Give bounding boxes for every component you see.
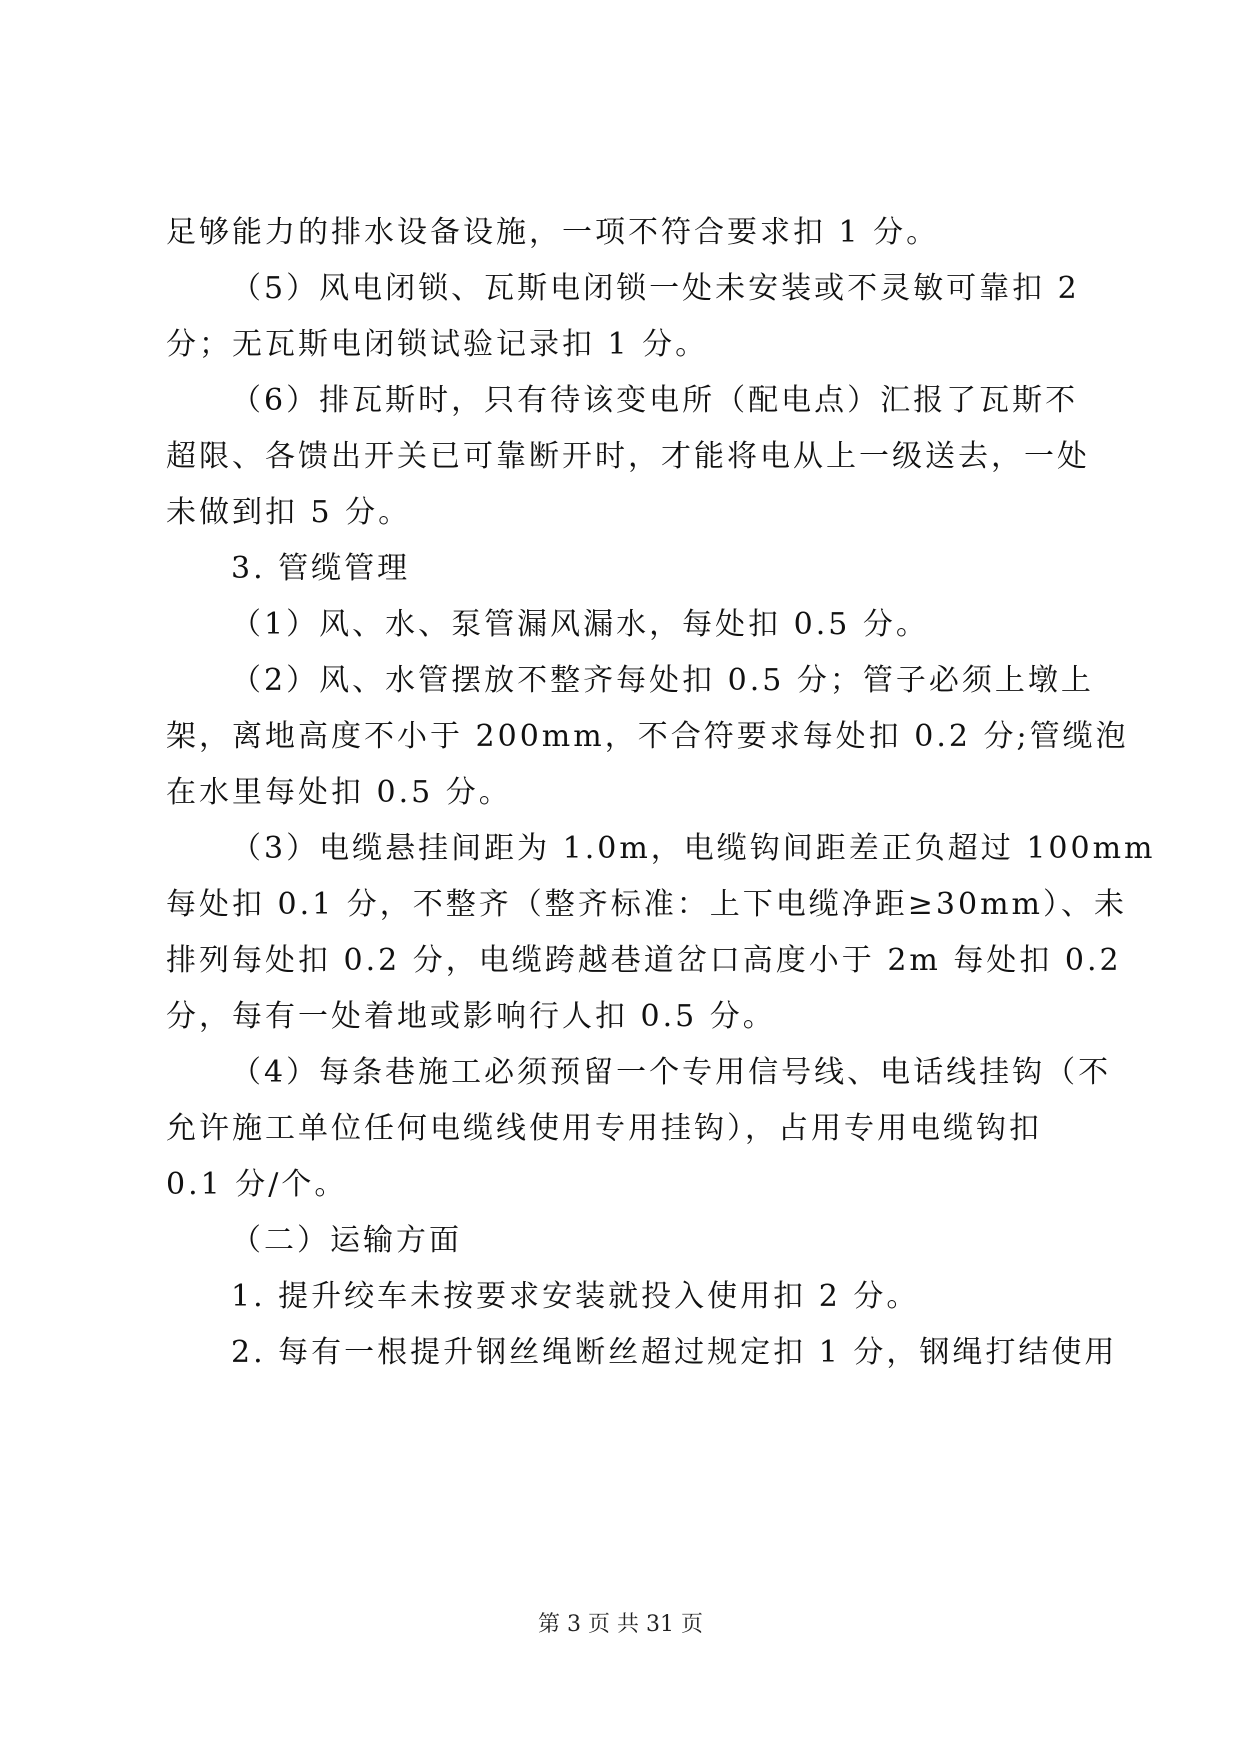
paragraph-line-11: 在水里每处扣 0.5 分。	[166, 775, 512, 810]
paragraph-line-5: 超限、各馈出开关已可靠断开时，才能将电从上一级送去，一处	[166, 439, 1090, 474]
paragraph-line-4: （6）排瓦斯时，只有待该变电所（配电点）汇报了瓦斯不	[231, 383, 1079, 418]
paragraph-line-3: 分；无瓦斯电闭锁试验记录扣 1 分。	[166, 327, 709, 362]
paragraph-line-6: 未做到扣 5 分。	[166, 495, 412, 530]
paragraph-line-21: 2. 每有一根提升钢丝绳断丝超过规定扣 1 分，钢绳打结使用	[231, 1335, 1118, 1370]
paragraph-line-13: 每处扣 0.1 分，不整齐（整齐标准：上下电缆净距≥30mm）、未	[166, 887, 1127, 922]
paragraph-line-10: 架，离地高度不小于 200mm，不合符要求每处扣 0.2 分;管缆泡	[166, 719, 1129, 754]
section-heading-pipes-cables: 3. 管缆管理	[231, 551, 411, 586]
paragraph-line-1: 足够能力的排水设备设施，一项不符合要求扣 1 分。	[166, 215, 940, 250]
paragraph-line-20: 1. 提升绞车未按要求安装就投入使用扣 2 分。	[231, 1279, 920, 1314]
paragraph-line-2: （5）风电闭锁、瓦斯电闭锁一处未安装或不灵敏可靠扣 2	[231, 271, 1080, 306]
paragraph-line-16: （4）每条巷施工必须预留一个专用信号线、电话线挂钩（不	[231, 1055, 1112, 1090]
paragraph-line-8: （1）风、水、泵管漏风漏水，每处扣 0.5 分。	[231, 607, 929, 642]
paragraph-line-17: 允许施工单位任何电缆线使用专用挂钩），占用专用电缆钩扣	[166, 1111, 1042, 1146]
section-heading-transport: （二）运输方面	[231, 1223, 462, 1258]
paragraph-line-14: 排列每处扣 0.2 分，电缆跨越巷道岔口高度小于 2m 每处扣 0.2	[166, 943, 1122, 978]
paragraph-line-9: （2）风、水管摆放不整齐每处扣 0.5 分；管子必须上墩上	[231, 663, 1094, 698]
paragraph-line-12: （3）电缆悬挂间距为 1.0m，电缆钩间距差正负超过 100mm	[231, 831, 1156, 866]
page-number-footer: 第 3 页 共 31 页	[538, 1612, 703, 1637]
paragraph-line-18: 0.1 分/个。	[166, 1167, 348, 1202]
paragraph-line-15: 分，每有一处着地或影响行人扣 0.5 分。	[166, 999, 776, 1034]
